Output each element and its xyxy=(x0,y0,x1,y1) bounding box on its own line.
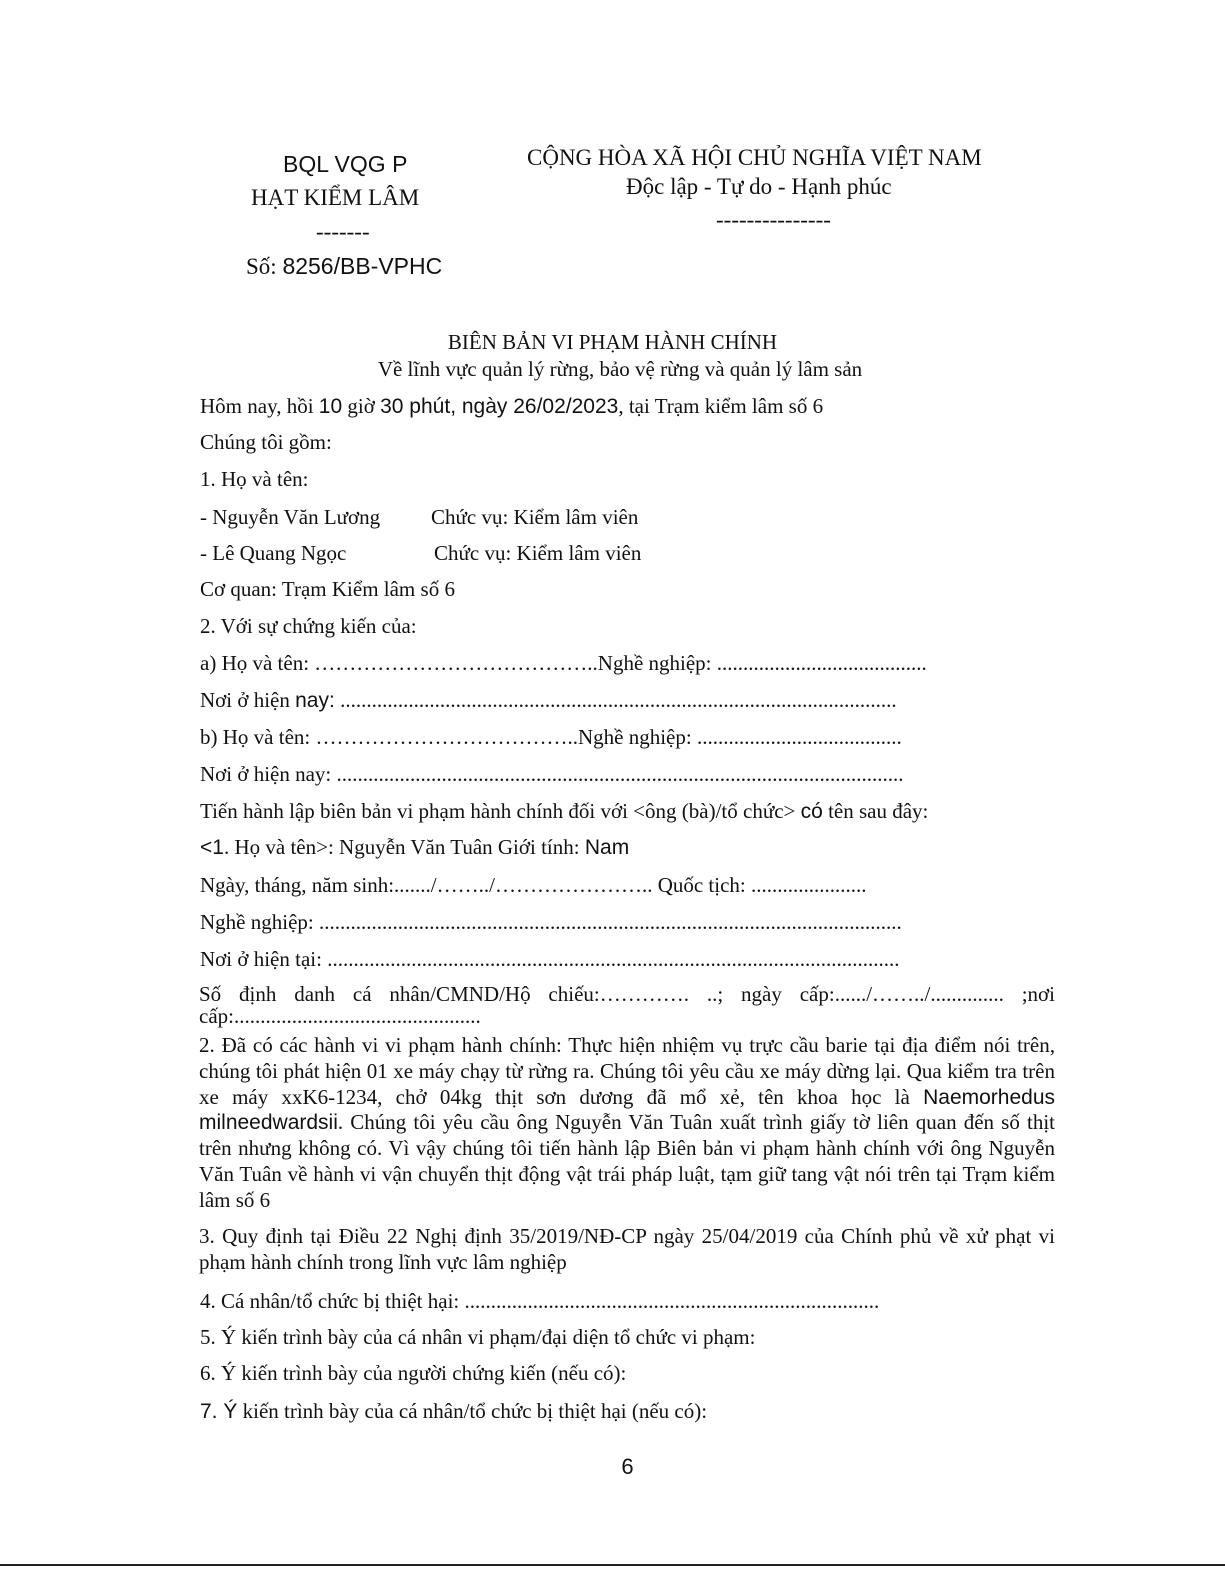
witness-a-address-nay: nay: xyxy=(295,689,335,712)
proceed-end: tên sau đây: xyxy=(822,799,929,823)
officer-1-position: Chức vụ: Kiểm lâm viên xyxy=(431,505,639,529)
document-subtitle: Về lĩnh vực quản lý rừng, bảo vệ rừng và quản lý lâm sản xyxy=(377,357,863,381)
intro-minute: 30 phút xyxy=(380,395,451,418)
department-name: HẠT KIỂM LÂM xyxy=(251,185,420,210)
witness-a-address-dots: .......................................................................................................... xyxy=(334,688,897,712)
proceed-co: có xyxy=(800,800,823,823)
officer-1-name: - Nguyễn Văn Lương xyxy=(200,505,381,529)
witness-label: 2. Với sự chứng kiến của: xyxy=(200,614,417,638)
violation-text-1: 2. Đã có các hành vi vi phạm hành chính: Thực hiện nhiệm vụ trực cầu barie tại địa điểm nói trên, chúng tôi phát hiện 01 xe máy chạy từ rừng ra. Chúng tôi yêu cầu xe máy dừng lại. Qua kiểm tra trên xe máy xxK6-1234, chở 04kg thịt sơn dương đã mổ xẻ, tên khoa học là xyxy=(199,1033,1055,1109)
opinion-damaged xyxy=(200,1399,707,1424)
org-name: BQL VQG P xyxy=(283,151,408,177)
header-right-separator: --------------- xyxy=(716,207,831,232)
intro-location: , tại Trạm kiểm lâm số 6 xyxy=(618,394,824,418)
proceed-text: Tiến hành lập biên bản vi phạm hành chính đối với <ông (bà)/tổ chức> xyxy=(200,799,801,823)
violation-paragraph xyxy=(199,1033,1055,1214)
violator-gender: Nam xyxy=(584,836,630,859)
opinion-damaged-number: 7. Ý xyxy=(200,1400,238,1423)
document-number-prefix: Số: xyxy=(246,254,283,279)
document-title: BIÊN BẢN VI PHẠM HÀNH CHÍNH xyxy=(447,330,778,354)
residence-line: Nơi ở hiện tại: ............................................................................................................. xyxy=(200,947,900,971)
violation-species: Naemorhedus milneedwardsii xyxy=(199,1085,1055,1135)
intro-line xyxy=(200,394,823,419)
officer-2-position: Chức vụ: Kiểm lâm viên xyxy=(434,541,642,565)
violator-prefix: <1 xyxy=(200,836,224,859)
document-number-value: 8256/BB-VPHC xyxy=(282,253,443,279)
item1-label: 1. Họ và tên: xyxy=(200,467,309,491)
header-left-separator: ------- xyxy=(316,219,370,244)
intro-hour: 10 xyxy=(318,395,343,418)
nation-title: CỘNG HÒA XÃ HỘI CHỦ NGHĨA VIỆT NAM xyxy=(527,145,982,170)
document-number xyxy=(246,253,442,280)
violator-line xyxy=(200,835,629,860)
violator-name: . Họ và tên>: Nguyễn Văn Tuân Giới tính: xyxy=(223,835,585,859)
dob-line: Ngày, tháng, năm sinh:......./……../………………….. Quốc tịch: ...................... xyxy=(200,873,867,897)
bottom-rule xyxy=(0,1564,1225,1566)
opinion-violator: 5. Ý kiến trình bày của cá nhân vi phạm/đại diện tổ chức vi phạm: xyxy=(200,1325,756,1349)
agency: Cơ quan: Trạm Kiểm lâm số 6 xyxy=(200,577,455,601)
damaged-party: 4. Cá nhân/tổ chức bị thiệt hại: ............................................................................... xyxy=(200,1289,880,1313)
national-motto: Độc lập - Tự do - Hạnh phúc xyxy=(626,174,892,199)
witness-a-address xyxy=(200,688,897,713)
proceed-line xyxy=(200,799,928,824)
witness-b-name: b) Họ và tên: ………………………………..Nghề nghiệp: ....................................... xyxy=(200,725,902,749)
opinion-damaged-text: kiến trình bày của cá nhân/tổ chức bị thiệt hại (nếu có): xyxy=(237,1399,708,1423)
violation-text-2: . Chúng tôi yêu cầu ông Nguyễn Văn Tuân xuất trình giấy tờ liên quan đến số thịt trên nhưng không có. Vì vậy chúng tôi tiến hành lập Biên bản vi phạm hành chính với ông Nguyễn Văn Tuân về hành vi vận chuyển thịt động vật trái pháp luật, tạm giữ tang vật nói trên tại Trạm kiểm lâm số 6 xyxy=(199,1110,1055,1212)
opinion-witness: 6. Ý kiến trình bày của người chứng kiến (nếu có): xyxy=(200,1361,627,1385)
witness-a-name: a) Họ và tên: …………………………………..Nghề nghiệp: ........................................ xyxy=(200,651,927,675)
intro-text: Hôm nay, hồi xyxy=(200,394,319,418)
witness-a-address-label: Nơi ở hiện xyxy=(200,688,296,712)
regulation-paragraph: 3. Quy định tại Điều 22 Nghị định 35/2019/NĐ-CP ngày 25/04/2019 của Chính phủ về xử phạt vi phạm hành chính trong lĩnh vực lâm nghiệp xyxy=(199,1224,1055,1274)
occupation-line: Nghề nghiệp: ............................................................................................................... xyxy=(200,910,902,934)
witness-b-address: Nơi ở hiện nay: ............................................................................................................ xyxy=(200,762,904,786)
we-include: Chúng tôi gồm: xyxy=(200,430,332,454)
id-line: Số định danh cá nhân/CMND/Hộ chiếu:…………. ..; ngày cấp:....../……../.............. ;nơi cấp:............................................... xyxy=(199,982,1055,1028)
officer-2-name: - Lê Quang Ngọc xyxy=(200,541,347,565)
intro-hour-label: giờ xyxy=(342,394,381,418)
page-number: 6 xyxy=(621,1454,634,1479)
intro-date: , ngày 26/02/2023 xyxy=(450,395,619,418)
